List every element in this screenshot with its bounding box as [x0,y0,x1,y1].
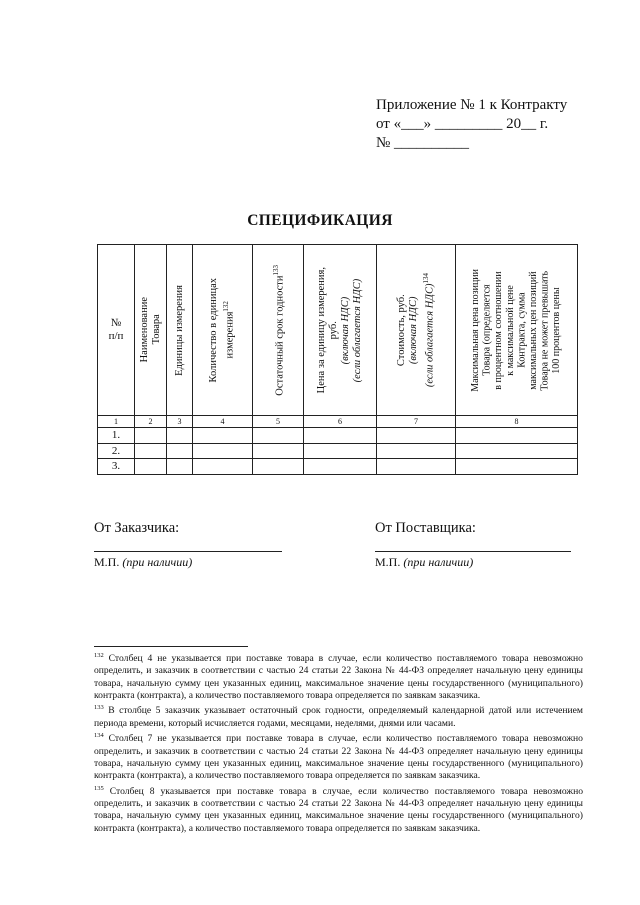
column-number-7: 7 [377,416,456,428]
customer-signature-line [94,551,282,552]
footnote-separator [94,646,248,647]
table-cell [253,428,304,444]
footnote-ref-134: 134 [421,272,430,284]
row-number: 1. [98,428,135,444]
table-cell [167,459,193,475]
header-label-4: Количество в единицах измерения [208,277,236,383]
footnote-132 [94,650,583,702]
header-label-3: Единицы измерения [173,284,185,376]
header-label-4-wrap [208,278,237,383]
table-cell [456,459,578,475]
footnote-text: В столбце 5 заказчик указывает остаточный срок годности, определяемый календарной датой или истечением периода времени, который исчисляется годами, месяцами, неделями, днями или часами. [94,705,583,729]
appendix-title: Приложение № 1 к Контракту [376,97,568,113]
customer-stamp-condition: (при наличии) [122,555,193,569]
footnote-number: 134 [94,732,104,740]
header-label-6-wrap [316,267,364,393]
customer-stamp-note [94,555,192,570]
table-cell [167,428,193,444]
table-cell [193,459,253,475]
table-cell [377,428,456,444]
table-cell [304,428,377,444]
header-label-7-wrap [396,273,437,387]
footnote-ref-132: 132 [222,301,231,312]
table-header-row [98,245,578,416]
header-label-5: Остаточный срок годности [274,275,286,396]
table-cell [377,459,456,475]
footnote-number: 133 [94,704,104,712]
specification-table [97,244,578,475]
table-cell [167,443,193,459]
row-number: 3. [98,459,135,475]
table-cell [135,459,167,475]
header-cell-1 [98,245,135,416]
table-cell [253,459,304,475]
table-cell [304,443,377,459]
header-cell-2 [135,245,167,416]
table-cell [193,428,253,444]
header-cell-6 [304,245,377,416]
header-label-7: Стоимость, руб. [395,294,407,366]
customer-label: От Заказчика: [94,520,180,536]
table-cell [377,443,456,459]
header-cell-4 [193,245,253,416]
appendix-header [376,96,567,153]
header-cell-8 [456,245,578,416]
footnote-text: Столбец 8 указывается при поставке товара в случае, если количество поставляемого товара невозможно определить, и заказчик в соответствии с частью 24 статьи 22 Закона № 44-ФЗ определяет начальную цену единицы товара, начальную сумму цен указанных единиц, максимальное значение цены государственного (муниципального) контракта (контракта), а количество поставляемого товара определяется по заявкам заказчика. [94,785,583,834]
header-label-2: Наименование Товара [138,297,162,363]
header-cell-3 [167,245,193,416]
header-label-5-wrap [270,265,287,396]
table-cell [456,428,578,444]
column-number-1: 1 [98,416,135,428]
table-cell [304,459,377,475]
header-cell-5 [253,245,304,416]
table-row [98,459,578,475]
footnote-text: Столбец 7 не указывается при поставке товара в случае, если количество поставляемого товара невозможно определить, и заказчик в соответствии с частью 24 статьи 22 Закона № 44-ФЗ определяет начальную цену единицы товара, начальную сумму цен указанных единиц, максимальное значение цены государственного (муниципального) контракта (контракта), а количество поставляемого товара определяется по заявкам заказчика. [94,733,583,782]
column-number-5: 5 [253,416,304,428]
header-label-6: Цена за единицу измерения, руб. [316,266,339,394]
supplier-stamp-prefix: М.П. [375,555,401,569]
supplier-signature-line [375,551,571,552]
supplier-stamp-note [375,555,473,570]
supplier-stamp-condition: (при наличии) [403,555,474,569]
footnote-ref-133: 133 [271,264,280,276]
footnote-number: 132 [94,652,104,659]
column-number-row [98,416,578,428]
column-number-4: 4 [193,416,253,428]
footnote-135 [94,783,583,835]
contract-date-line: от «___» _________ 20__ г. [376,116,549,132]
column-number-8: 8 [456,416,578,428]
row-number: 2. [98,443,135,459]
customer-stamp-prefix: М.П. [94,555,120,569]
footnote-number: 135 [94,784,104,792]
header-label-6-vat: (включая НДС) (если облагается НДС) [340,278,363,382]
table-cell [253,443,304,459]
header-label-1: № п/п [108,317,124,342]
footnotes [94,650,583,835]
table-cell [456,443,578,459]
document-title: СПЕЦИФИКАЦИЯ [247,212,393,229]
table-cell [193,443,253,459]
contract-number-line: № __________ [376,135,470,151]
table-row [98,428,578,444]
footnote-133 [94,702,583,730]
table-row [98,443,578,459]
header-label-7-vat: (включая НДС) (если облагается НДС) [407,283,436,388]
supplier-label: От Поставщика: [375,520,476,536]
table-cell [135,428,167,444]
column-number-3: 3 [167,416,193,428]
footnote-text: Столбец 4 не указывается при поставке товара в случае, если количество поставляемого товара невозможно определить, и заказчик в соответствии с частью 24 статьи 22 Закона № 44-ФЗ определяет начальную цену единицы товара, начальную сумму цен указанных единиц, максимальное значение цены государственного (муниципального) контракта (контракта), а количество поставляемого товара определяется по заявкам заказчика. [94,653,583,702]
table-cell [135,443,167,459]
header-cell-7 [377,245,456,416]
column-number-6: 6 [304,416,377,428]
header-label-8: Максимальная цена позиции Товара (определяется в процентном соотношении к максимальной цене Контракта, сумма максимальных цен позиций Товара не может превышать 100 процентов цены [470,268,563,392]
column-number-2: 2 [135,416,167,428]
footnote-134 [94,730,583,782]
